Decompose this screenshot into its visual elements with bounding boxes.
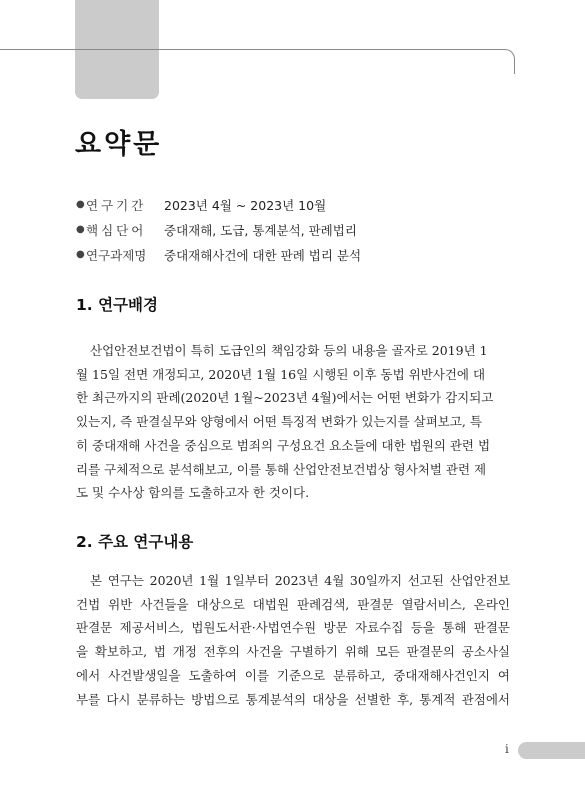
info-label: 핵심단어 bbox=[86, 222, 147, 238]
info-label: 연구과제명 bbox=[86, 247, 147, 263]
page-title: 요약문 bbox=[75, 129, 163, 160]
bullet-icon: ● bbox=[76, 249, 85, 260]
paragraph-line: 히 중대재해 사건을 중심으로 범죄의 구성요건 요소들에 대한 법원의 관련 법 bbox=[76, 437, 491, 453]
bullet-icon: ● bbox=[76, 199, 85, 210]
footer-bar-decoration bbox=[518, 742, 585, 759]
paragraph-line: 있는지, 즉 판결실무와 양형에서 어떤 특징적 변화가 있는지를 살펴보고, 특 bbox=[76, 414, 482, 430]
section-paragraph-contents bbox=[76, 569, 510, 711]
section-heading-background: 1. 연구배경 bbox=[76, 296, 158, 314]
paragraph-line: 산업안전보건법이 특히 도급인의 책임강화 등의 내용을 골자로 2019년 1 bbox=[90, 343, 488, 358]
info-row-period bbox=[76, 192, 361, 217]
info-row-keywords bbox=[76, 217, 361, 242]
paragraph-line: 도 및 수사상 함의를 도출하고자 한 것이다. bbox=[76, 485, 310, 501]
info-value: 중대재해, 도급, 통계분석, 판례법리 bbox=[164, 222, 357, 238]
info-value: 중대재해사건에 대한 판례 법리 분석 bbox=[164, 247, 362, 263]
paragraph-line: 한 최근까지의 판례(2020년 1월~2023년 4월)에서는 어떤 변화가 감지되고 bbox=[76, 390, 494, 406]
paragraph-line: 리를 구체적으로 분석해보고, 이를 통해 산업안전보건법상 형사처벌 관련 제 bbox=[76, 461, 487, 477]
section-paragraph-background bbox=[76, 339, 510, 505]
paragraph-line: 을 확보하고, 법 개정 전후의 사건을 구별하기 위해 모든 판결문의 공소사실 bbox=[76, 644, 510, 660]
info-label: 연구기간 bbox=[86, 197, 147, 213]
info-value: 2023년 4월 ~ 2023년 10월 bbox=[164, 197, 327, 213]
paragraph-line: 판결문 제공서비스, 법원도서관·사법연수원 방문 자료수집 등을 통해 판결문 bbox=[76, 620, 510, 636]
paragraph-line: 본 연구는 2020년 1월 1일부터 2023년 4월 30일까지 선고된 산업안전보 bbox=[90, 573, 510, 588]
bullet-icon: ● bbox=[76, 224, 85, 235]
header-rule bbox=[0, 49, 515, 74]
paragraph-line: 부를 다시 분류하는 방법으로 통계분석의 대상을 선별한 후, 통계적 관점에서 bbox=[76, 691, 510, 707]
summary-info-list bbox=[76, 192, 361, 267]
paragraph-line: 에서 사건발생일을 도출하여 이를 기준으로 분류하고, 중대재해사건인지 여 bbox=[76, 667, 510, 683]
paragraph-line: 월 15일 전면 개정되고, 2020년 1월 16일 시행된 이후 동법 위반사건에 대 bbox=[76, 366, 486, 382]
section-heading-contents: 2. 주요 연구내용 bbox=[76, 533, 194, 551]
page-number: i bbox=[505, 742, 509, 756]
paragraph-line: 건법 위반 사건들을 대상으로 대법원 판례검색, 판결문 열람서비스, 온라인 bbox=[76, 596, 510, 612]
info-row-project bbox=[76, 242, 361, 267]
